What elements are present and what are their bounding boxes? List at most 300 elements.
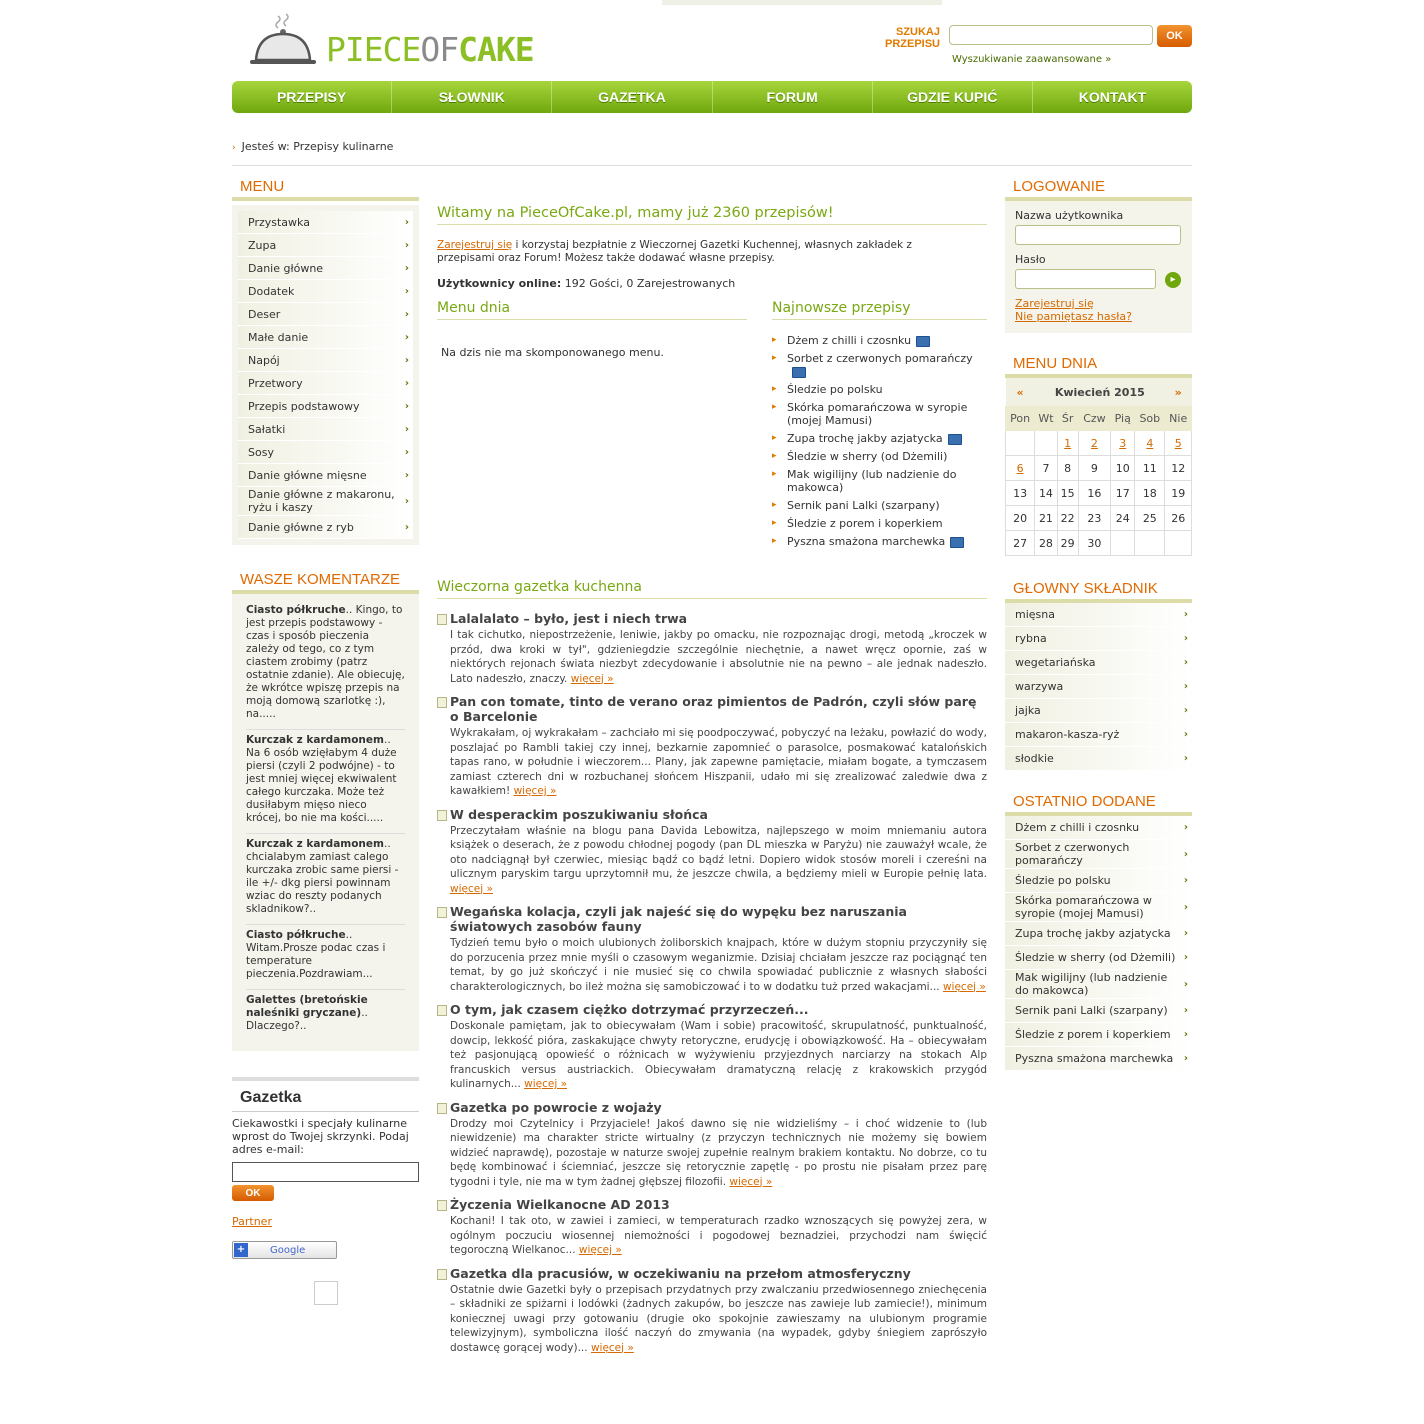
- read-more-link[interactable]: więcej »: [942, 980, 986, 993]
- ingredient-item[interactable]: [1005, 603, 1192, 627]
- chevron-right-icon: ›: [404, 377, 409, 389]
- calendar-title: MENU DNIA: [1005, 355, 1192, 378]
- calendar-day: 30: [1078, 531, 1111, 556]
- menu-item-label: Śledzie po polsku: [1015, 874, 1111, 887]
- category-item[interactable]: [238, 464, 413, 487]
- calendar-day-link[interactable]: 2: [1090, 436, 1098, 450]
- calendar-week: [1006, 506, 1192, 531]
- ingredient-title: GŁOWNY SKŁADNIK: [1005, 580, 1192, 603]
- menu-of-day-title: Menu dnia: [437, 300, 747, 320]
- category-item[interactable]: [238, 516, 413, 539]
- calendar-day: 18: [1135, 481, 1165, 506]
- newest-recipe-item[interactable]: [772, 450, 987, 463]
- article-text: Ostatnie dwie Gazetki były o przepisach przydatnych przy zwalczaniu przedwiosennego zniechęcenia – składniki ze spiżarni i lodówki (żadnych zakupów, bo jeszcze nas zawieje lub zamiecie!), minimum koniecznej uwagi przy gotowaniu (drugie oko spokojnie zawieszamy na ulubionym programie telewizyjnym), symboliczna ilość naczyń do zmywania (na wypadek, gdyby śniegiem zaprószyło dostawcę gorącej wody)... więcej »: [450, 1283, 987, 1354]
- article-text: Kochani! I tak oto, w zawiei i zamieci, w temperaturach rzadko wznoszących się powyżej zera, w ogólnym poczuciu wiosennej niemożności i pogodowej beznadziei, przychodzi nam święcić tegoroczną Wielkanoc... więcej »: [450, 1215, 987, 1256]
- menu-item-label: Danie główne z ryb: [248, 520, 354, 534]
- chevron-right-icon: ›: [1183, 753, 1188, 764]
- breadcrumb-arrow-icon: ›: [232, 143, 236, 153]
- menu-item-label: makaron-kasza-ryż: [1015, 728, 1120, 741]
- weekday-label: Wt: [1035, 407, 1058, 431]
- bullet-arrow-icon: ▸: [772, 384, 777, 394]
- search-label: SZUKAJ PRZEPISU: [884, 26, 940, 50]
- comment-item[interactable]: [246, 600, 405, 730]
- calendar-week: [1006, 456, 1192, 481]
- partner-link[interactable]: Partner: [232, 1215, 272, 1228]
- comment-title: Kurczak z kardamonem: [246, 838, 384, 850]
- comments-list: [232, 594, 419, 1051]
- newsletter-ok-button[interactable]: OK: [232, 1185, 274, 1201]
- menu-item-label: słodkie: [1015, 752, 1054, 765]
- menu-item-label: Danie główne: [248, 261, 324, 275]
- chevron-right-icon: ›: [1183, 609, 1188, 620]
- menu-item-label: Sernik pani Lalki (szarpany): [1015, 1004, 1168, 1017]
- chevron-right-icon: ›: [1183, 681, 1188, 692]
- menu-item-label: Śledzie z porem i koperkiem: [1015, 1028, 1171, 1041]
- article-icon: [437, 614, 447, 625]
- recent-item[interactable]: [1005, 840, 1192, 869]
- calendar-day: 29: [1057, 531, 1078, 556]
- weekday-label: Czw: [1078, 407, 1111, 431]
- calendar-prev[interactable]: «: [1006, 378, 1035, 407]
- logo[interactable]: [248, 12, 568, 70]
- category-item[interactable]: [238, 441, 413, 464]
- ingredient-item[interactable]: [1005, 651, 1192, 675]
- menu-of-day-box: [437, 300, 747, 359]
- welcome-heading: Witamy na PieceOfCake.pl, mamy już 2360 przepisów!: [437, 205, 987, 225]
- chevron-right-icon: ›: [1183, 729, 1188, 740]
- breadcrumb-current[interactable]: Przepisy kulinarne: [293, 140, 394, 153]
- article-title[interactable]: W desperackim poszukiwaniu słońca: [450, 806, 708, 822]
- article-item: [437, 694, 987, 799]
- calendar-day: 24: [1111, 506, 1135, 531]
- comment-item[interactable]: [246, 730, 405, 834]
- broken-image-icon: [314, 1281, 338, 1305]
- menu-item-label: jajka: [1015, 704, 1041, 717]
- chevron-right-icon: ›: [404, 216, 409, 228]
- chevron-right-icon: ›: [404, 446, 409, 458]
- weekday-label: Sob: [1135, 407, 1165, 431]
- category-item[interactable]: [238, 372, 413, 395]
- camera-icon: [916, 336, 930, 347]
- comment-title: Galettes (bretońskie naleśniki gryczane): [246, 994, 368, 1019]
- menu-item-label: rybna: [1015, 632, 1047, 645]
- nav-gazetka[interactable]: GAZETKA: [552, 81, 712, 113]
- menu-item-label: Danie główne z makaronu, ryżu i kaszy: [248, 488, 395, 514]
- read-more-link[interactable]: więcej »: [524, 1078, 568, 1090]
- calendar-day: 21: [1035, 506, 1058, 531]
- calendar-day: 8: [1057, 456, 1078, 481]
- menu-item-label: wegetariańska: [1015, 656, 1096, 669]
- articles-list: [437, 611, 987, 1355]
- calendar-day-link[interactable]: 1: [1064, 436, 1072, 450]
- newest-recipe-item[interactable]: [772, 499, 987, 512]
- camera-icon: [948, 434, 962, 445]
- google-label: Google: [270, 1244, 306, 1256]
- calendar-day[interactable]: [1165, 431, 1192, 456]
- chevron-right-icon: ›: [404, 308, 409, 320]
- article-text: Tydzień temu było o moich ulubionych żoliborskich knajpach, które w dużym stopniu przyczyniły się do porzucenia przez mnie myśli o czasowym weganizmie. Dzisiaj chciałam jeszcze raz pociągnąć ten temat, by go już skończyć i nie musieć się co chwila spowiadać publicznie z własnych słabości charakterologicznych, bo ileż można się samobiczować i to w dodatku tuż przed wakacjami... więcej »: [450, 937, 987, 993]
- read-more-link[interactable]: więcej »: [513, 785, 557, 797]
- bullet-arrow-icon: ▸: [772, 469, 777, 479]
- camera-icon: [792, 367, 806, 378]
- category-item[interactable]: [238, 303, 413, 326]
- article-item: [437, 1002, 987, 1092]
- newsletter-text: Ciekawostki i specjały kulinarne wprost do Twojej skrzynki. Podaj adres e-mail:: [232, 1117, 409, 1156]
- search-button[interactable]: OK: [1157, 25, 1192, 47]
- menu-item-label: Przetwory: [248, 376, 303, 390]
- article-title[interactable]: O tym, jak czasem ciężko dotrzymać przyrzeczeń...: [450, 1002, 809, 1017]
- password-label: Hasło: [1015, 253, 1046, 266]
- comments-title: WASZE KOMENTARZE: [232, 571, 419, 594]
- article-text: Doskonale pamiętam, jak to obiecywałam (Wam i sobie) pracowitość, skrupulatność, punktualność, dowcip, lekkość pióra, zaskakujące chwyty retoryczne, erudycję i obowiązkowość. Ha – obiecywałam też pasjonującą opowieść o różnicach w wyżywieniu przyjezdnych narciarzy na stokach Alp francuskich versus austriackich. Obiecywałam dramatyczną relację z krakowskich przygód kulinarnych... więcej »: [450, 1020, 987, 1090]
- chevron-right-icon: ›: [404, 400, 409, 412]
- calendar-day: [1135, 531, 1165, 556]
- bullet-arrow-icon: ▸: [772, 536, 777, 546]
- chevron-right-icon: ›: [1183, 978, 1188, 990]
- chevron-right-icon: ›: [404, 423, 409, 435]
- calendar-day: 25: [1135, 506, 1165, 531]
- article-title[interactable]: Życzenia Wielkanocne AD 2013: [450, 1197, 670, 1212]
- newest-recipe-item[interactable]: [772, 401, 987, 427]
- category-item[interactable]: [238, 487, 413, 516]
- chevron-right-icon: ›: [404, 495, 409, 507]
- nav-forum[interactable]: FORUM: [713, 81, 873, 113]
- breadcrumb: [232, 140, 1192, 166]
- article-title[interactable]: Gazetka dla pracusiów, w oczekiwaniu na przełom atmosferyczny: [450, 1265, 911, 1281]
- article-text: Wykrakałam, oj wykrakałam – zachciało mi się poodpoczywać, pobyczyć na leżaku, powłazić do wody, poszlajać po Rambli takiej czy innej, bezkarnie zapomnieć o parasolce, posmakować katalońskich tapas rano, w południe i wieczorem... Plany, jak zapewne pamiętacie, miałam bogate, a tymczasem zamiast czterech dni w rozbuchanej słońcem Hiszpanii, udało mi się zrealizować zaledwie dwa z kawałkiem! więcej »: [450, 727, 987, 797]
- username-label: Nazwa użytkownika: [1015, 209, 1124, 222]
- comment-text: .. chcialabym zamiast calego kurczaka zrobic same piersi - ile +/- dkg piersi powinnam wziac do reszty podanych skladnikow?..: [246, 838, 399, 915]
- menu-item-label: Sałatki: [248, 422, 286, 436]
- chevron-right-icon: ›: [1183, 952, 1188, 963]
- menu-item-label: Przystawka: [248, 215, 310, 229]
- category-item[interactable]: [238, 418, 413, 441]
- login-register-link[interactable]: Zarejestruj się: [1015, 297, 1094, 310]
- recipe-name: Śledzie w sherry (od Dżemili): [787, 450, 948, 463]
- recipe-name: Sernik pani Lalki (szarpany): [787, 499, 940, 512]
- chevron-right-icon: ›: [1183, 901, 1188, 913]
- article-icon: [437, 907, 447, 918]
- online-users: Użytkownicy online: 192 Gości, 0 Zarejestrowanych: [437, 277, 736, 290]
- ingredient-item[interactable]: [1005, 627, 1192, 651]
- calendar-day: 19: [1165, 481, 1192, 506]
- recent-item[interactable]: [1005, 816, 1192, 840]
- article-text: I tak cichutko, niepostrzeżenie, leniwie, jakby po omacku, nie rozpoznając drogi, metodą „kroczek w przód, dwa kroki w tył", gdzieniegdzie szczególnie niechętnie, a nawet wręcz opornie, zaś w niektórych rejonach świata niezbyt zdecydowanie i absolutnie nie na pewno – ale jednak nadeszło. Lato nadeszło, znaczy. więcej »: [450, 629, 987, 685]
- comment-text: .. Na 6 osób wzięłabym 4 duże piersi (czyli 2 podwójne) - to jest mniej więcej ekwiwalent całego kurczaka. Może też dusiłabym mięso nieco krócej, bo nie ma kości.....: [246, 734, 397, 824]
- read-more-link[interactable]: więcej »: [450, 882, 493, 895]
- calendar-week: [1006, 481, 1192, 506]
- forgot-password-link[interactable]: Nie pamiętasz hasła?: [1015, 310, 1133, 323]
- recent-item[interactable]: [1005, 970, 1192, 999]
- recipe-name: Dżem z chilli i czosnku: [787, 334, 912, 347]
- recent-item[interactable]: [1005, 893, 1192, 922]
- advanced-search-link[interactable]: Wyszukiwanie zaawansowane »: [952, 54, 1112, 65]
- recipe-name: Śledzie z porem i koperkiem: [787, 517, 943, 530]
- calendar-day-link[interactable]: 3: [1119, 436, 1127, 450]
- comment-title: Ciasto półkruche: [246, 929, 346, 941]
- newest-recipe-item[interactable]: [772, 432, 987, 445]
- chevron-right-icon: ›: [404, 285, 409, 297]
- recipe-name: Sorbet z czerwonych pomarańczy: [787, 352, 973, 365]
- calendar-day[interactable]: [1078, 431, 1111, 456]
- newsletter-email-input[interactable]: [232, 1162, 419, 1182]
- weekday-label: Nie: [1165, 407, 1192, 431]
- newest-recipe-item[interactable]: [772, 468, 987, 494]
- article-icon: [437, 1200, 447, 1211]
- newest-recipe-item[interactable]: [772, 517, 987, 530]
- main-column: [437, 205, 987, 1363]
- calendar-day-link[interactable]: 5: [1174, 436, 1182, 450]
- menu-item-label: Sosy: [248, 445, 274, 459]
- category-item[interactable]: [238, 349, 413, 372]
- bullet-arrow-icon: ▸: [772, 402, 777, 412]
- article-item: [437, 1197, 987, 1258]
- chevron-right-icon: ›: [1183, 928, 1188, 939]
- comment-text: .. Dlaczego?..: [246, 1007, 368, 1032]
- recipe-name: Zupa trochę jakby azjatycka: [787, 432, 943, 445]
- article-item: [437, 807, 987, 897]
- calendar: [1005, 378, 1192, 556]
- camera-icon: [950, 537, 964, 548]
- register-link[interactable]: Zarejestruj się: [437, 239, 513, 251]
- plus-icon: +: [234, 1243, 248, 1257]
- article-title[interactable]: Gazetka po powrocie z wojaży: [450, 1099, 662, 1115]
- calendar-week: [1006, 431, 1192, 456]
- comment-item[interactable]: [246, 990, 405, 1041]
- calendar-day: [1006, 431, 1035, 456]
- comment-text: .. Kingo, to jest przepis podstawowy - czas i sposób pieczenia zależy od tego, co z tym ciastem zrobimy (patrz ostatnie zdanie). Ale obiecuję, że wkrótce wpiszę przepis na moją domową szarlotkę :), na.....: [246, 604, 405, 720]
- article-title[interactable]: Lalalalato – było, jest i niech trwa: [450, 611, 688, 626]
- calendar-day[interactable]: [1006, 456, 1035, 481]
- calendar-day: 26: [1165, 506, 1192, 531]
- newest-recipes-box: [772, 300, 987, 553]
- menu-of-day-empty: Na dzis nie ma skomponowanego menu.: [441, 346, 664, 359]
- page: [232, 0, 1192, 1424]
- calendar-day: [1165, 531, 1192, 556]
- calendar-week: [1006, 531, 1192, 556]
- calendar-day: 22: [1057, 506, 1078, 531]
- read-more-link[interactable]: więcej »: [578, 1244, 622, 1256]
- chevron-right-icon: ›: [1183, 875, 1188, 886]
- category-menu: [232, 205, 419, 545]
- newest-recipes-list: [772, 334, 987, 548]
- calendar-day: 12: [1165, 456, 1192, 481]
- calendar-day: 27: [1006, 531, 1035, 556]
- article-item: [437, 611, 987, 686]
- chevron-right-icon: ›: [404, 354, 409, 366]
- chevron-right-icon: ›: [404, 262, 409, 274]
- chevron-right-icon: ›: [1183, 1053, 1188, 1064]
- login-submit-icon[interactable]: ▸: [1165, 272, 1181, 288]
- article-item: [437, 904, 987, 994]
- chevron-right-icon: ›: [1183, 657, 1188, 668]
- bullet-arrow-icon: ▸: [772, 451, 777, 461]
- right-column: [1005, 178, 1192, 1071]
- article-icon: [437, 1103, 447, 1114]
- gazetka-title: Wieczorna gazetka kuchenna: [437, 579, 987, 599]
- calendar-weekdays: [1006, 407, 1192, 431]
- category-item[interactable]: [238, 280, 413, 303]
- calendar-day: 9: [1078, 456, 1111, 481]
- chevron-right-icon: ›: [404, 239, 409, 251]
- article-text: Przeczytałam właśnie na blogu pana Davida Lebowitza, najlepszego w moim mniemaniu autora książek o deserach, że z powodu chłodnej pogody (pan DL mieszka w Paryżu) nie zauważył wcale, że oto nadciągnął był czerwiec, miesiąc bądź co bądź letni. Dopiero widok stosów moreli i czereśni na ulicznym paryskim targu uprzytomnił mu, że jeszcze chwila, a będziemy mieli w Europie pełnię lata. więcej »: [450, 824, 987, 895]
- calendar-day[interactable]: [1057, 431, 1078, 456]
- comments-section: [232, 571, 419, 1051]
- menu-item-label: Mak wigilijny (lub nadzienie do makowca): [1015, 971, 1168, 997]
- menu-title: MENU: [232, 178, 419, 201]
- calendar-day: [1035, 431, 1058, 456]
- chevron-right-icon: ›: [404, 521, 409, 533]
- calendar-day: 17: [1111, 481, 1135, 506]
- category-item[interactable]: [238, 234, 413, 257]
- calendar-month: Kwiecień 2015: [1035, 378, 1165, 407]
- newest-recipe-item[interactable]: [772, 383, 987, 396]
- calendar-day: 10: [1111, 456, 1135, 481]
- article-icon: [437, 697, 447, 708]
- chevron-right-icon: ›: [1183, 822, 1188, 833]
- nav-slownik[interactable]: SŁOWNIK: [392, 81, 552, 113]
- calendar-day: 13: [1006, 481, 1035, 506]
- chevron-right-icon: ›: [1183, 848, 1188, 860]
- read-more-link[interactable]: więcej »: [570, 672, 614, 685]
- recent-item[interactable]: [1005, 922, 1192, 946]
- calendar-day: 14: [1035, 481, 1058, 506]
- article-item: [437, 1100, 987, 1190]
- calendar-next[interactable]: »: [1165, 378, 1192, 407]
- article-item: [437, 1266, 987, 1356]
- article-title[interactable]: Wegańska kolacja, czyli jak najeść się do wypęku bez naruszania światowych zasobów fauny: [450, 904, 907, 934]
- password-input[interactable]: [1015, 269, 1156, 289]
- newsletter-title: Gazetka: [232, 1077, 419, 1112]
- newest-recipe-item[interactable]: [772, 334, 987, 347]
- comment-title: Ciasto półkruche: [246, 604, 346, 616]
- recipe-name: Pyszna smażona marchewka: [787, 535, 946, 548]
- article-text: Drodzy moi Czytelnicy i Przyjaciele! Jakoś dawno się nie widzieliśmy – i choć widzenie to (lub niewidzenie) ma charakter stricte wirtualny (z przyczyn technicznych nie możemy się bowiem widzieć naprawdę), pozostaje w naturze swojej zupełnie realnym brakiem kontaktu. No dobrze, co tu będę kombinować i ściemniać, jeszcze się retorycznie zapętlę - po prostu nie pisałam przez parę tygodni i tyle, nie ma w tym żadnej głębszej filozofii. więcej »: [450, 1117, 987, 1188]
- calendar-day: [1111, 531, 1135, 556]
- left-column: [232, 178, 419, 1305]
- intro-text: Zarejestruj się i korzystaj bezpłatnie z Wieczornej Gazetki Kuchennej, własnych zakładek z przepisami oraz Forum! Możesz także dodawać własne przepisy.: [437, 239, 912, 264]
- weekday-label: Pon: [1006, 407, 1035, 431]
- recent-item[interactable]: [1005, 1047, 1192, 1071]
- read-more-link[interactable]: więcej »: [729, 1175, 773, 1188]
- recent-item[interactable]: [1005, 869, 1192, 893]
- chevron-right-icon: ›: [1183, 705, 1188, 716]
- article-icon: [437, 1005, 447, 1016]
- article-icon: [437, 1269, 447, 1280]
- recent-item[interactable]: [1005, 946, 1192, 970]
- breadcrumb-prefix: Jesteś w:: [241, 140, 290, 153]
- read-more-link[interactable]: więcej »: [590, 1341, 634, 1354]
- login-box: [1005, 201, 1192, 333]
- chevron-right-icon: ›: [1183, 1029, 1188, 1040]
- nav-przepisy[interactable]: PRZEPISY: [232, 81, 392, 113]
- menu-item-label: Zupa: [248, 238, 277, 252]
- calendar-day: 11: [1135, 456, 1165, 481]
- category-item[interactable]: [238, 326, 413, 349]
- nav-kontakt[interactable]: KONTAKT: [1078, 89, 1147, 105]
- weekday-label: Śr: [1057, 407, 1078, 431]
- chevron-right-icon: ›: [1183, 1005, 1188, 1016]
- calendar-day: 15: [1057, 481, 1078, 506]
- calendar-day: 7: [1035, 456, 1058, 481]
- chevron-right-icon: ›: [404, 469, 409, 481]
- top-strip: [662, 0, 942, 5]
- ingredient-item[interactable]: [1005, 723, 1192, 747]
- menu-item-label: Deser: [248, 307, 281, 321]
- category-item[interactable]: [238, 395, 413, 418]
- menu-item-label: Śledzie w sherry (od Dżemili): [1015, 951, 1176, 964]
- recent-menu: [1005, 816, 1192, 1071]
- newest-recipe-item[interactable]: [772, 535, 987, 548]
- comment-item[interactable]: [246, 925, 405, 990]
- recipe-name: Mak wigilijny (lub nadzienie do makowca): [787, 468, 957, 494]
- menu-item-label: Pyszna smażona marchewka: [1015, 1052, 1174, 1065]
- recipe-name: Skórka pomarańczowa w syropie (mojej Mamusi): [787, 401, 968, 427]
- menu-item-label: Sorbet z czerwonych pomarańczy: [1015, 841, 1130, 867]
- ingredient-item[interactable]: [1005, 747, 1192, 771]
- calendar-day: 20: [1006, 506, 1035, 531]
- calendar-day: 28: [1035, 531, 1058, 556]
- calendar-day: 23: [1078, 506, 1111, 531]
- chevron-right-icon: ›: [404, 331, 409, 343]
- menu-item-label: Dodatek: [248, 284, 295, 298]
- menu-item-label: Małe danie: [248, 330, 309, 344]
- bullet-arrow-icon: ▸: [772, 518, 777, 528]
- calendar-day[interactable]: [1135, 431, 1165, 456]
- category-item[interactable]: [238, 211, 413, 234]
- newest-recipe-item[interactable]: [772, 352, 987, 378]
- category-item[interactable]: [238, 257, 413, 280]
- ingredient-item[interactable]: [1005, 699, 1192, 723]
- logo-text: PIECEOFCAKE: [326, 30, 534, 69]
- nav-gdzie-kupic[interactable]: GDZIE KUPIĆ: [873, 81, 1033, 113]
- ingredient-menu: [1005, 603, 1192, 771]
- main-nav: [232, 81, 1192, 113]
- bullet-arrow-icon: ▸: [772, 353, 777, 363]
- recent-item[interactable]: [1005, 1023, 1192, 1047]
- menu-item-label: Dżem z chilli i czosnku: [1015, 821, 1140, 834]
- menu-item-label: Napój: [248, 353, 280, 367]
- article-title[interactable]: Pan con tomate, tinto de verano oraz pimientos de Padrón, czyli słów parę o Barcelonie: [450, 694, 977, 724]
- bullet-arrow-icon: ▸: [772, 335, 777, 345]
- menu-item-label: Danie główne mięsne: [248, 468, 367, 482]
- ingredient-item[interactable]: [1005, 675, 1192, 699]
- calendar-day-link[interactable]: 4: [1146, 436, 1154, 450]
- bullet-arrow-icon: ▸: [772, 500, 777, 510]
- chevron-right-icon: ›: [1183, 633, 1188, 644]
- comment-item[interactable]: [246, 834, 405, 925]
- recipe-name: Śledzie po polsku: [787, 383, 883, 396]
- search-input[interactable]: [949, 25, 1153, 45]
- cloche-icon: [248, 12, 318, 68]
- comment-title: Kurczak z kardamonem: [246, 734, 384, 746]
- comment-text: .. Witam.Prosze podac czas i temperature pieczenia.Pozdrawiam...: [246, 929, 386, 980]
- menu-item-label: Skórka pomarańczowa w syropie (mojej Mamusi): [1015, 894, 1152, 920]
- login-title: LOGOWANIE: [1005, 178, 1192, 201]
- menu-item-label: Zupa trochę jakby azjatycka: [1015, 927, 1171, 940]
- calendar-day[interactable]: [1111, 431, 1135, 456]
- google-add-button[interactable]: [232, 1241, 337, 1259]
- recent-title: OSTATNIO DODANE: [1005, 793, 1192, 816]
- username-input[interactable]: [1015, 225, 1181, 245]
- recent-item[interactable]: [1005, 999, 1192, 1023]
- calendar-day: 16: [1078, 481, 1111, 506]
- calendar-day-link[interactable]: 6: [1016, 461, 1024, 475]
- weekday-label: Pią: [1111, 407, 1135, 431]
- bullet-arrow-icon: ▸: [772, 433, 777, 443]
- menu-item-label: mięsna: [1015, 608, 1055, 621]
- article-icon: [437, 810, 447, 821]
